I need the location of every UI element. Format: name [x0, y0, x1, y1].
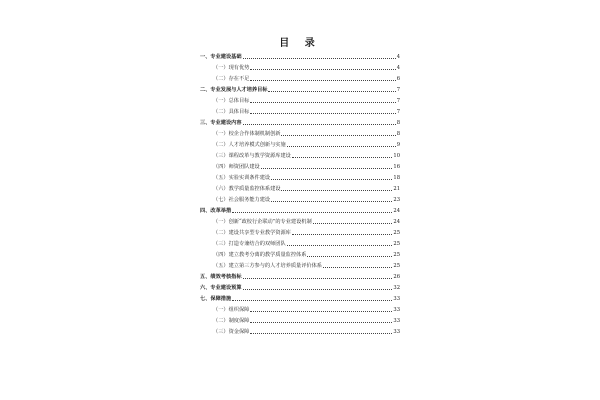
toc-page-number: 26 — [393, 274, 400, 280]
toc-subsection-entry[interactable] — [200, 324, 400, 335]
toc-entry-label: （七）社会服务能力建设 — [213, 197, 271, 203]
toc-entry-label: （一）现有优势 — [213, 65, 250, 71]
toc-page-number: 16 — [393, 164, 400, 170]
toc-entry-label: （一）校企合作体制机制创新 — [213, 131, 281, 137]
toc-dot-leader — [243, 289, 393, 290]
toc-page-number: 18 — [393, 175, 400, 181]
toc-subsection-entry[interactable] — [200, 258, 400, 269]
toc-subsection-entry[interactable] — [200, 302, 400, 313]
toc-entry-label: （二）制度保障 — [213, 318, 250, 324]
toc-entry-label: （一）创新“政校行企联动”的专业建设机制 — [213, 219, 312, 225]
toc-entry-label: （五）实验实训条件建设 — [213, 175, 271, 181]
toc-page-number: 8 — [396, 120, 400, 126]
toc-title: 目 录 — [279, 38, 321, 49]
toc-dot-leader — [281, 135, 395, 136]
toc-dot-leader — [287, 245, 393, 246]
toc-dot-leader — [243, 124, 396, 125]
toc-dot-leader — [281, 190, 392, 191]
toc-dot-leader — [268, 91, 395, 92]
toc-entry-label: 二、专业发展与人才培养目标 — [200, 87, 268, 93]
toc-entry-label: 四、改革举措 — [200, 208, 232, 214]
toc-subsection-entry[interactable] — [200, 137, 400, 148]
toc-entry-label: 六、专业建设预算 — [200, 285, 242, 291]
toc-entry-label: （一）组织保障 — [213, 307, 250, 313]
toc-subsection-entry[interactable] — [200, 71, 400, 82]
toc-entry-label: （四）建立教考分离的教学质量监控体系 — [213, 252, 307, 258]
toc-entry-label: 一、专业建设基础 — [200, 54, 242, 60]
toc-dot-leader — [250, 69, 395, 70]
toc-dot-leader — [307, 256, 392, 257]
toc-page-number: 8 — [396, 131, 400, 137]
toc-entry-label: （一）总体目标 — [213, 98, 250, 104]
toc-subsection-entry[interactable] — [200, 181, 400, 192]
toc-page-number: 25 — [393, 263, 400, 269]
toc-page-number: 24 — [393, 208, 400, 214]
toc-subsection-entry[interactable] — [200, 313, 400, 324]
toc-dot-leader — [287, 146, 396, 147]
toc-page-number: 25 — [393, 230, 400, 236]
toc-page-number: 33 — [393, 329, 400, 335]
toc-dot-leader — [323, 267, 392, 268]
toc-subsection-entry[interactable] — [200, 159, 400, 170]
toc-page-number: 33 — [393, 318, 400, 324]
toc-subsection-entry[interactable] — [200, 60, 400, 71]
toc-section-entry[interactable] — [200, 269, 400, 280]
toc-subsection-entry[interactable] — [200, 247, 400, 258]
toc-section-entry[interactable] — [200, 203, 400, 214]
toc-page-number: 33 — [393, 296, 400, 302]
toc-page-number: 4 — [396, 65, 400, 71]
toc-subsection-entry[interactable] — [200, 170, 400, 181]
toc-dot-leader — [313, 223, 393, 224]
toc-subsection-entry[interactable] — [200, 214, 400, 225]
toc-entry-label: （三）打造专兼结合的双师团队 — [213, 241, 286, 247]
toc-page-number: 7 — [396, 109, 400, 115]
toc-entry-label: （二）建设共享型专业教学资源库 — [213, 230, 291, 236]
toc-page-number: 10 — [393, 153, 400, 159]
toc-page-number: 25 — [393, 252, 400, 258]
toc-subsection-entry[interactable] — [200, 236, 400, 247]
toc-dot-leader — [243, 278, 393, 279]
toc-page-number: 21 — [393, 186, 400, 192]
toc-entry-label: （二）人才培养模式创新与实施 — [213, 142, 286, 148]
toc-dot-leader — [250, 322, 392, 323]
toc-page-number: 7 — [396, 87, 400, 93]
toc-dot-leader — [271, 179, 392, 180]
toc-page-number: 9 — [396, 142, 400, 148]
toc-dot-leader — [250, 80, 395, 81]
toc-dot-leader — [250, 333, 392, 334]
toc-entry-label: （二）具体目标 — [213, 109, 250, 115]
toc-dot-leader — [232, 212, 392, 213]
toc-subsection-entry[interactable] — [200, 126, 400, 137]
toc-section-entry[interactable] — [200, 280, 400, 291]
toc-dot-leader — [261, 168, 393, 169]
toc-entry-label: 七、保障措施 — [200, 296, 232, 302]
toc-section-entry[interactable] — [200, 49, 400, 60]
toc-entry-label: （四）师资团队建设 — [213, 164, 260, 170]
toc-entry-label: （五）建立第三方参与的人才培养质量评价体系 — [213, 263, 322, 269]
toc-dot-leader — [250, 102, 395, 103]
toc-dot-leader — [271, 201, 392, 202]
toc-entry-label: 五、绩效考核指标 — [200, 274, 242, 280]
toc-dot-leader — [292, 234, 393, 235]
toc-list — [200, 49, 400, 335]
toc-dot-leader — [250, 113, 395, 114]
toc-entry-label: （二）存在不足 — [213, 76, 250, 82]
toc-entry-label: （三）课程改革与教学资源库建设 — [213, 153, 291, 159]
toc-page-number: 6 — [396, 76, 400, 82]
toc-entry-label: 三、专业建设内容 — [200, 120, 242, 126]
toc-dot-leader — [243, 58, 396, 59]
toc-page-number: 7 — [396, 98, 400, 104]
toc-subsection-entry[interactable] — [200, 148, 400, 159]
toc-page-number: 32 — [393, 285, 400, 291]
toc-section-entry[interactable] — [200, 82, 400, 93]
toc-subsection-entry[interactable] — [200, 93, 400, 104]
toc-section-entry[interactable] — [200, 291, 400, 302]
toc-section-entry[interactable] — [200, 115, 400, 126]
toc-dot-leader — [250, 311, 392, 312]
toc-subsection-entry[interactable] — [200, 192, 400, 203]
toc-page-number: 4 — [396, 54, 400, 60]
toc-page-number: 24 — [393, 219, 400, 225]
toc-subsection-entry[interactable] — [200, 225, 400, 236]
toc-subsection-entry[interactable] — [200, 104, 400, 115]
toc-dot-leader — [232, 300, 392, 301]
toc-page-number: 25 — [393, 241, 400, 247]
toc-dot-leader — [292, 157, 393, 158]
toc-entry-label: （六）教学质量监控体系建设 — [213, 186, 281, 192]
toc-page-number: 23 — [393, 197, 400, 203]
toc-page-number: 33 — [393, 307, 400, 313]
toc-entry-label: （三）资金保障 — [213, 329, 250, 335]
